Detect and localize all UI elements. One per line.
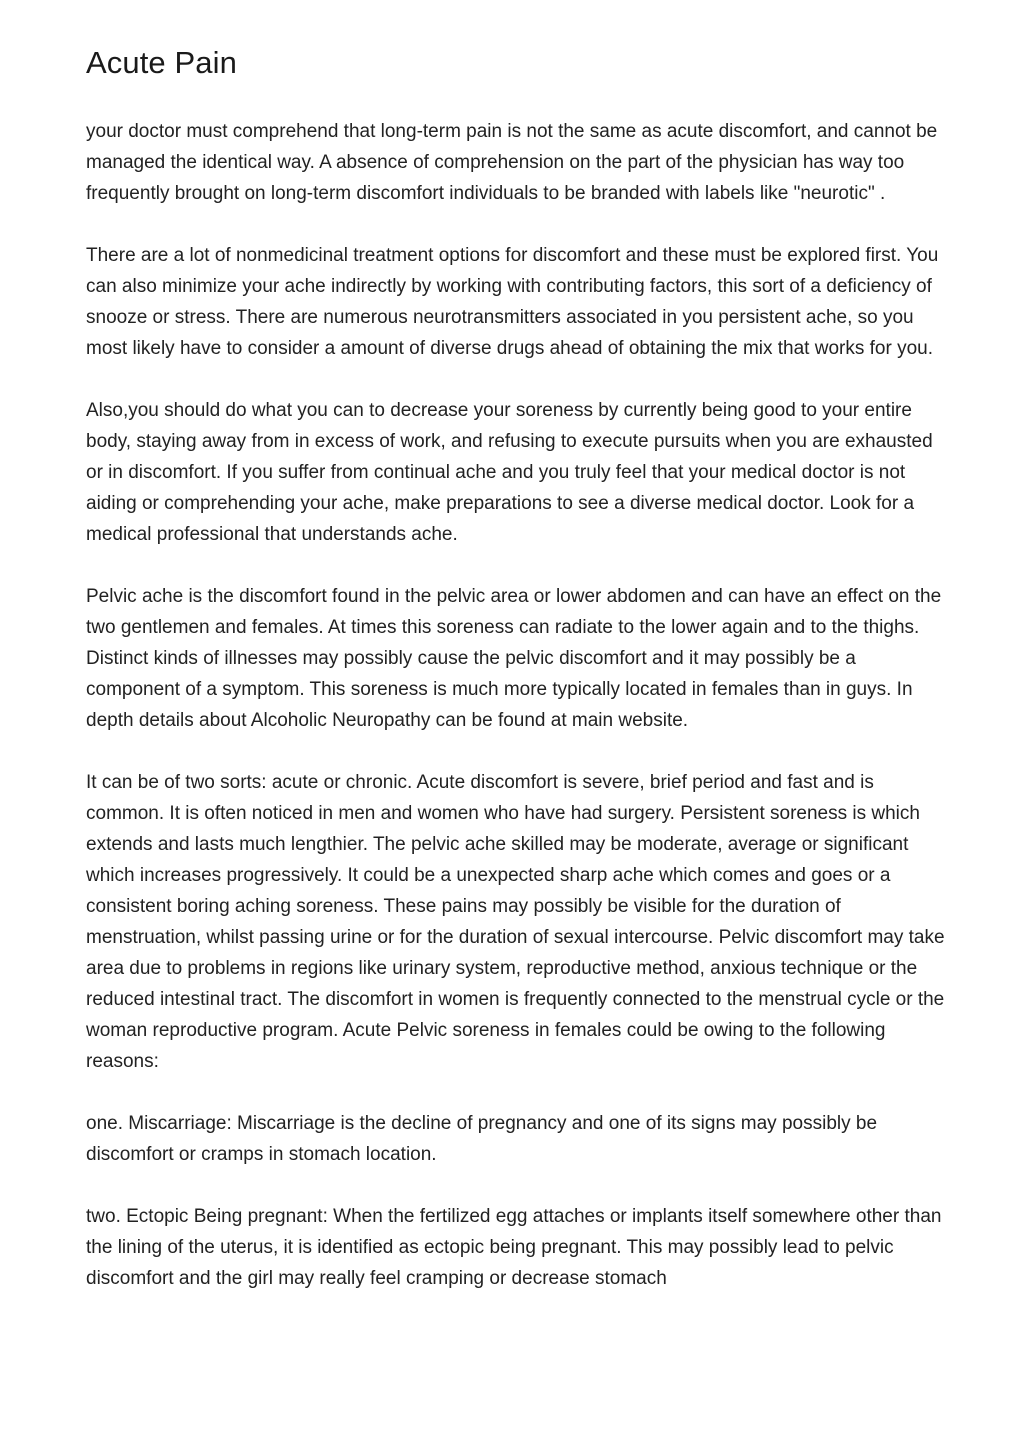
page-title: Acute Pain	[86, 45, 237, 80]
paragraph-6: one. Miscarriage: Miscarriage is the decline of pregnancy and one of its signs may possibly be discomfort or cramps in stomach location.	[86, 1113, 878, 1165]
paragraph-4: Pelvic ache is the discomfort found in the pelvic area or lower abdomen and can have an effect on the two gentlemen and females. At times this soreness can radiate to the lower again and to the thighs. Distinct kinds of illnesses may possibly cause the pelvic discomfort and it may possibly be a component of a symptom. This soreness is much more typically located in females than in guys. In depth details about Alcoholic Neuropathy can be found at main website.	[86, 586, 942, 731]
paragraph-1: your doctor must comprehend that long-term pain is not the same as acute discomfort, and cannot be managed the identical way. A absence of comprehension on the part of the physician has way too frequently brought on long-term discomfort individuals to be branded with labels like "neurotic" .	[86, 121, 938, 204]
document-body	[86, 116, 946, 1294]
document-page	[86, 38, 946, 1325]
paragraph-5: It can be of two sorts: acute or chronic. Acute discomfort is severe, brief period and fast and is common. It is often noticed in men and women who have had surgery. Persistent soreness is which extends and lasts much lengthier. The pelvic ache skilled may be moderate, average or significant which increases progressively. It could be a unexpected sharp ache which comes and goes or a consistent boring aching soreness. These pains may possibly be visible for the duration of menstruation, whilst passing urine or for the duration of sexual intercourse. Pelvic discomfort may take area due to problems in regions like urinary system, reproductive method, anxious technique or the reduced intestinal tract. The discomfort in women is frequently connected to the menstrual cycle or the woman reproductive program. Acute Pelvic soreness in females could be owing to the following reasons:	[86, 772, 945, 1072]
paragraph-3: Also,you should do what you can to decrease your soreness by currently being good to your entire body, staying away from in excess of work, and refusing to execute pursuits when you are exhausted or in discomfort. If you suffer from continual ache and you truly feel that your medical doctor is not aiding or comprehending your ache, make preparations to see a diverse medical doctor. Look for a medical professional that understands ache.	[86, 400, 933, 545]
paragraph-2: There are a lot of nonmedicinal treatment options for discomfort and these must be explored first. You can also minimize your ache indirectly by working with contributing factors, this sort of a deficiency of snooze or stress. There are numerous neurotransmitters associated in you persistent ache, so you most likely have to consider a amount of diverse drugs ahead of obtaining the mix that works for you.	[86, 245, 939, 359]
paragraph-7: two. Ectopic Being pregnant: When the fertilized egg attaches or implants itself somewhere other than the lining of the uterus, it is identified as ectopic being pregnant. This may possibly lead to pelvic discomfort and the girl may really feel cramping or decrease stomach	[86, 1206, 942, 1289]
